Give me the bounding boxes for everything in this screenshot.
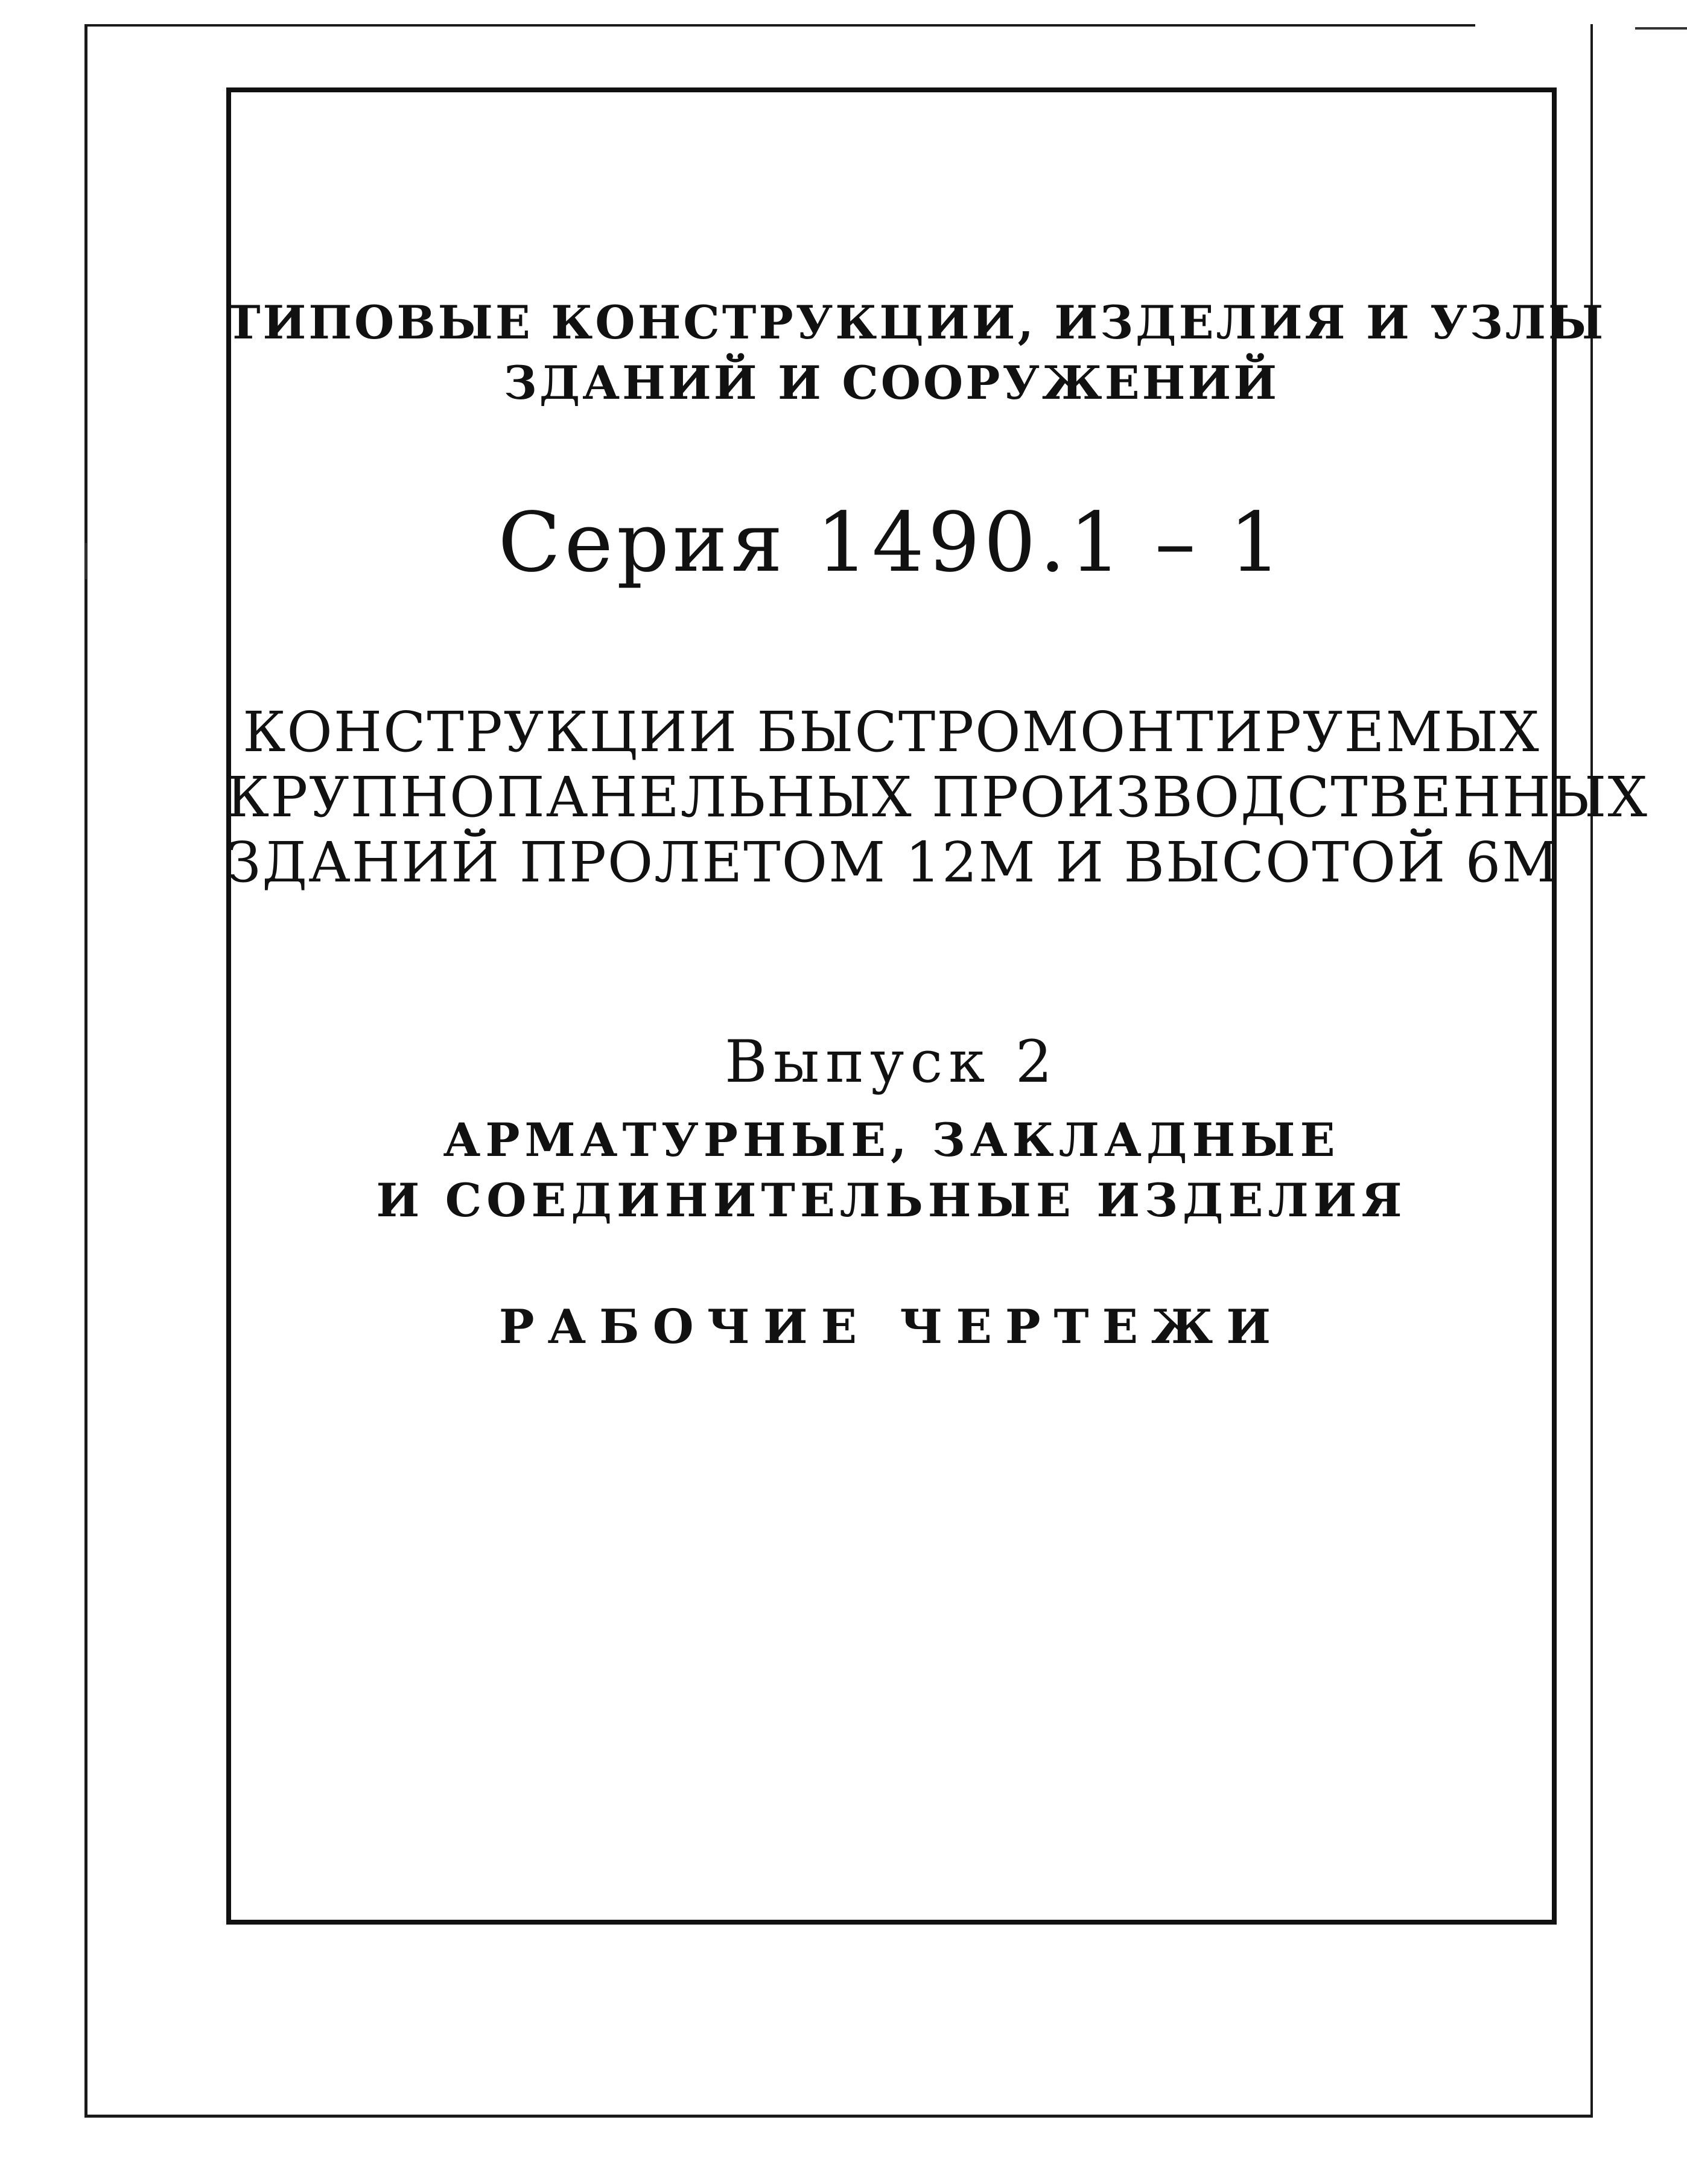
working-drawings-label: РАБОЧИЕ ЧЕРТЕЖИ — [498, 1300, 1285, 1354]
series-header-line-2: ЗДАНИЙ И СООРУЖЕНИЙ — [503, 356, 1280, 410]
document-title-line-2: КРУПНОПАНЕЛЬНЫХ ПРОИЗВОДСТВЕННЫХ — [226, 765, 1648, 830]
document-title — [226, 700, 1648, 895]
series-number: Серия 1490.1 – 1 — [498, 495, 1285, 591]
corner-mark — [1635, 27, 1687, 30]
document-title-line-1: КОНСТРУКЦИИ БЫСТРОМОНТИРУЕМЫХ — [243, 700, 1540, 764]
document-title-line-3: ЗДАНИЙ ПРОЛЕТОМ 12М И ВЫСОТОЙ 6М — [226, 830, 1560, 895]
series-header-line-1: ТИПОВЫЕ КОНСТРУКЦИИ, ИЗДЕЛИЯ И УЗЛЫ — [226, 296, 1606, 349]
issue-subtitle-line-2: И СОЕДИНИТЕЛЬНЫЕ ИЗДЕЛИЯ — [376, 1173, 1407, 1227]
issue-label: Выпуск 2 — [725, 1028, 1058, 1096]
issue-subtitle-line-1: АРМАТУРНЫЕ, ЗАКЛАДНЫЕ — [443, 1113, 1340, 1167]
issue-subtitle — [226, 1110, 1557, 1231]
edge-tick-mark — [85, 543, 87, 579]
series-header — [226, 293, 1606, 413]
